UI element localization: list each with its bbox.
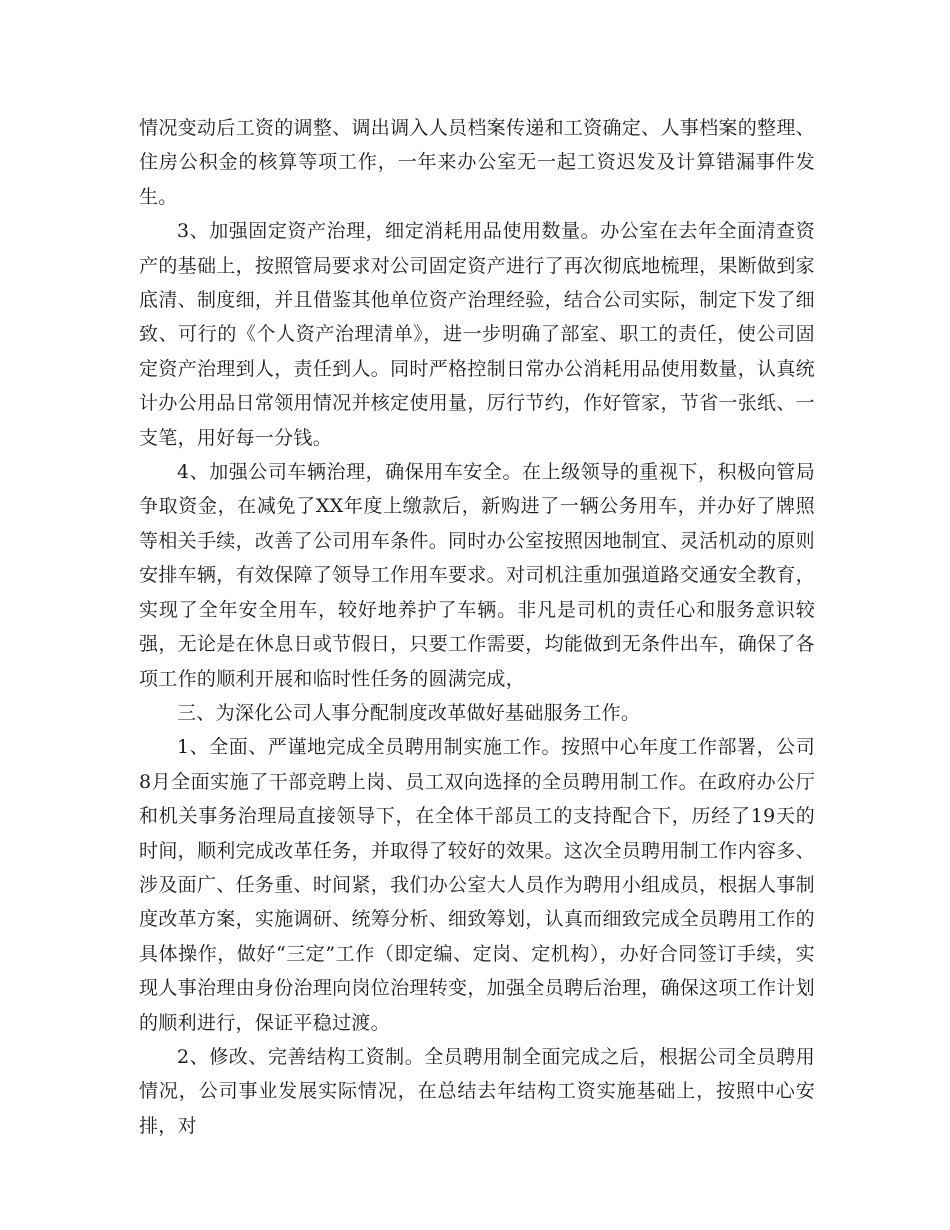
paragraph-salary-continued: 情况变动后工资的调整、调出调入人员档案传递和工资确定、人事档案的整理、住房公积金的核算等项工作，一年来办公室无一起工资迟发及计算错漏事件发生。 [139, 117, 815, 208]
paragraph-fixed-assets: 3、加强固定资产治理，细定消耗用品使用数量。办公室在去年全面清查资产的基础上，按照管局要求对公司固定资产进行了再次彻底地梳理，果断做到家底清、制度细，并且借鉴其他单位资产治理经验，结合公司实际，制定下发了细致、可行的《个人资产治理清单》，进一步明确了部室、职工的责任，使公司固定资产治理到人，责任到人。同时严格控制日常办公消耗用品使用数量，认真统计办公用品日常领用情况并核定使用量，厉行节约，作好管家，节省一张纸、一支笔，用好每一分钱。 [139, 220, 815, 449]
paragraph-vehicle-management: 4、加强公司车辆治理，确保用车安全。在上级领导的重视下，积极向管局争取资金，在减免了XX年度上缴款后，新购进了一辆公务用车，并办好了牌照等相关手续，改善了公司用车条件。同时办公室按照因地制宜、灵活机动的原则安排车辆，有效保障了领导工作用车要求。对司机注重加强道路交通安全教育，实现了全年安全用车，较好地养护了车辆。非凡是司机的责任心和服务意识较强，无论是在休息日或节假日，只要工作需要，均能做到无条件出车，确保了各项工作的顺利开展和临时性任务的圆满完成， [139, 461, 815, 690]
document-page [139, 111, 815, 1143]
paragraph-employment-system: 1、全面、严谨地完成全员聘用制实施工作。按照中心年度工作部署，公司8月全面实施了干部竞聘上岗、员工双向选择的全员聘用制工作。在政府办公厅和机关事务治理局直接领导下，在全体干部员工的支持配合下，历经了19天的时间，顺利完成改革任务，并取得了较好的效果。这次全员聘用制工作内容多、涉及面广、任务重、时间紧，我们办公室大人员作为聘用小组成员，根据人事制度改革方案，实施调研、统筹分析、细致筹划，认真而细致完成全员聘用工作的具体操作，做好“三定”工作（即定编、定岗、定机构），办好合同签订手续，实现人事治理由身份治理向岗位治理转变，加强全员聘后治理，确保这项工作计划的顺利进行，保证平稳过渡。 [139, 736, 815, 1034]
paragraph-wage-structure: 2、修改、完善结构工资制。全员聘用制全面完成之后，根据公司全员聘用情况，公司事业发展实际情况，在总结去年结构工资实施基础上，按照中心安排，对 [139, 1045, 815, 1137]
section-heading-personnel-reform: 三、为深化公司人事分配制度改革做好基础服务工作。 [177, 701, 641, 724]
